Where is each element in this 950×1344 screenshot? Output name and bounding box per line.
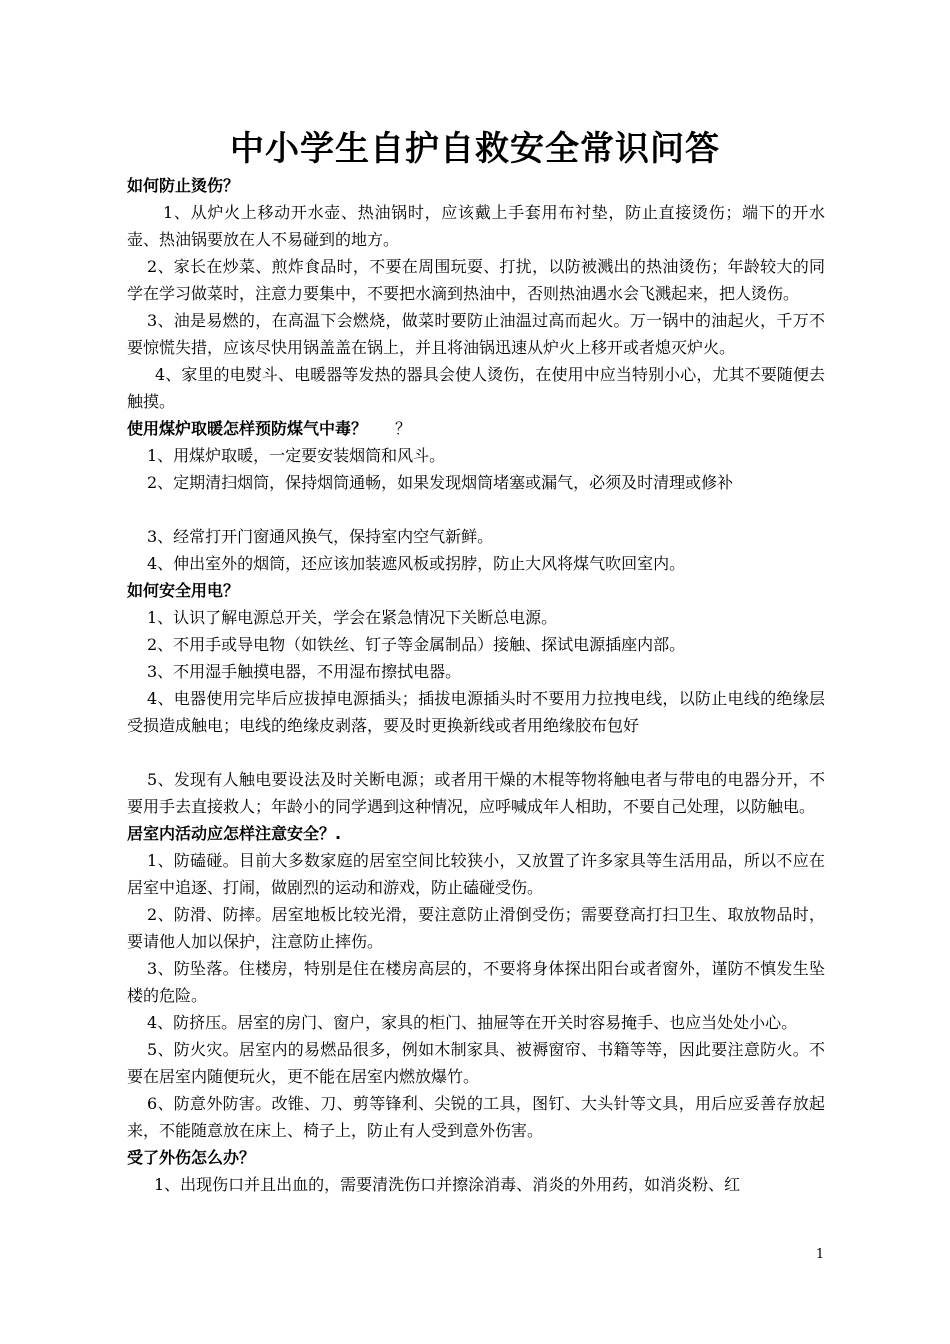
blank-line [127,496,825,523]
paragraph: 4、电器使用完毕后应拔掉电源插头；插拔电源插头时不要用力拉拽电线，以防止电线的绝缘层受损造成触电；电线的绝缘皮剥落，要及时更换新线或者用绝缘胶布包好 [127,689,825,735]
section-heading-electricity: 如何安全用电？ [127,581,240,600]
section-heading-injury: 受了外伤怎么办？ [127,1148,256,1167]
paragraph: 1、防磕碰。目前大多数家庭的居室空间比较狭小，又放置了许多家具等生活用品，所以不应在居室中追逐、打闹，做剧烈的运动和游戏，防止磕碰受伤。 [127,851,825,897]
paragraph: 3、油是易燃的，在高温下会燃烧，做菜时要防止油温过高而起火。万一锅中的油起火，千万不要惊慌失措，应该尽快用锅盖盖在锅上，并且将油锅迅速从炉火上移开或者熄灭炉火。 [127,311,825,357]
paragraph: 3、不用湿手触摸电器，不用湿布擦拭电器。 [147,662,462,681]
paragraph: 4、伸出室外的烟筒，还应该加装遮风板或拐脖，防止大风将煤气吹回室内。 [147,554,686,573]
paragraph: 5、发现有人触电要设法及时关断电源；或者用干燥的木棍等物将触电者与带电的电器分开，不要用手去直接救人；年龄小的同学遇到这种情况，应呼喊成年人相助，不要自己处理，以防触电。 [127,770,825,816]
document-title: 中小学生自护自救安全常识问答 [230,129,720,169]
heading-suffix: ？ [395,419,412,438]
section-heading-burn: 如何防止烫伤？ [127,176,240,195]
blank-line [127,739,825,766]
paragraph: 2、家长在炒菜、煎炸食品时，不要在周围玩耍、打扰，以防被溅出的热油烫伤；年龄较大的同学在学习做菜时，注意力要集中，不要把水滴到热油中，否则热油遇水会飞溅起来，把人烫伤。 [127,257,825,303]
paragraph: 4、家里的电熨斗、电暖器等发热的器具会使人烫伤，在使用中应当特别小心，尤其不要随便去触摸。 [127,365,825,411]
paragraph: 1、从炉火上移动开水壶、热油锅时，应该戴上手套用布衬垫，防止直接烫伤；端下的开水壶、热油锅要放在人不易碰到的地方。 [127,203,825,249]
paragraph: 2、不用手或导电物（如铁丝、钉子等金属制品）接触、探试电源插座内部。 [147,635,686,654]
paragraph: 2、防滑、防摔。居室地板比较光滑，要注意防止滑倒受伤；需要登高打扫卫生、取放物品时，要请他人加以保护，注意防止摔伤。 [127,905,825,951]
section-heading-gas [127,415,825,442]
heading-text: 使用煤炉取暖怎样预防煤气中毒？ [127,419,368,438]
paragraph: 3、经常打开门窗通风换气，保持室内空气新鲜。 [147,527,494,546]
paragraph: 6、防意外防害。改锥、刀、剪等锋利、尖锐的工具，图钉、大头针等文具，用后应妥善存放起来，不能随意放在床上、椅子上，防止有人受到意外伤害。 [127,1094,825,1140]
section-heading-indoor: 居室内活动应怎样注意安全？. [127,824,342,843]
paragraph: 4、防挤压。居室的房门、窗户，家具的柜门、抽屉等在开关时容易掩手、也应当处处小心。 [147,1013,798,1032]
paragraph: 1、认识了解电源总开关，学会在紧急情况下关断总电源。 [147,608,558,627]
paragraph: 2、定期清扫烟筒，保持烟筒通畅，如果发现烟筒堵塞或漏气，必须及时清理或修补 [147,473,734,492]
paragraph: 1、用煤炉取暖，一定要安装烟筒和风斗。 [147,446,446,465]
paragraph: 3、防坠落。住楼房，特别是住在楼房高层的，不要将身体探出阳台或者窗外，谨防不慎发生坠楼的危险。 [127,959,825,1005]
document-body [127,172,825,1198]
paragraph: 5、防火灾。居室内的易燃品很多，例如木制家具、被褥窗帘、书籍等等，因此要注意防火。不要在居室内随便玩火，更不能在居室内燃放爆竹。 [127,1040,825,1086]
paragraph: 1、出现伤口并且出血的，需要清洗伤口并擦涂消毒、消炎的外用药，如消炎粉、红 [154,1175,741,1194]
page-number: 1 [815,1247,825,1262]
